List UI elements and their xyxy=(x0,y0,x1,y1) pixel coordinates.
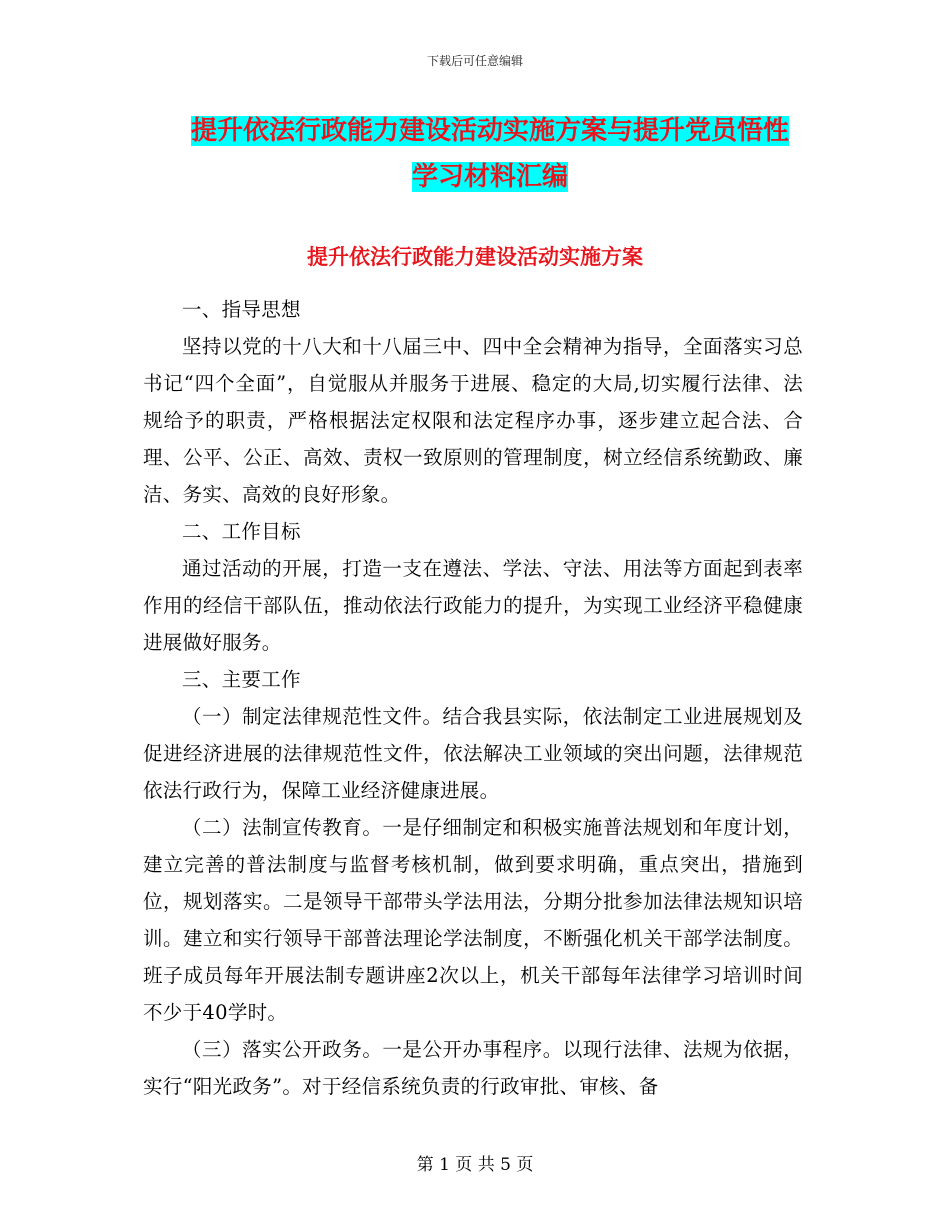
document-title-line-2: 学习材料汇编 xyxy=(411,162,568,192)
heading-guiding-ideology: 一、指导思想 xyxy=(182,298,301,321)
document-title-line-1: 提升依法行政能力建设活动实施方案与提升党员悟性 xyxy=(190,116,789,146)
page-footer: 第 1 页 共 5 页 xyxy=(416,1155,534,1175)
paragraph-work-objectives: 通过活动的开展，打造一支在遵法、学法、守法、用法等方面起到表率作用的经信干部队伍，推动依法行政能力的提升，为实现工业经济平稳健康进展做好服务。 xyxy=(143,557,803,654)
paragraph-guiding-ideology: 坚持以党的十八大和十八届三中、四中全会精神为指导，全面落实习总书记“四个全面”，自觉服从并服务于进展、稳定的大局,切实履行法律、法规给予的职责，严格根据法定权限和法定程序办事，逐步建立起合法、合理、公平、公正、高效、责权一致原则的管理制度，树立经信系统勤政、廉洁、务实、高效的良好形象。 xyxy=(143,335,803,506)
heading-work-objectives: 二、工作目标 xyxy=(182,520,301,543)
paragraph-legal-documents: （一）制定法律规范性文件。结合我县实际，依法制定工业进展规划及促进经济进展的法律规范性文件，依法解决工业领域的突出问题，法律规范依法行政行为，保障工业经济健康进展。 xyxy=(143,705,803,802)
heading-main-work: 三、主要工作 xyxy=(182,668,301,691)
document-body xyxy=(143,291,803,1105)
section-title: 提升依法行政能力建设活动实施方案 xyxy=(307,244,643,269)
paragraph-legal-education: （二）法制宣传教育。一是仔细制定和积极实施普法规划和年度计划，建立完善的普法制度与监督考核机制，做到要求明确，重点突出，措施到位，规划落实。二是领导干部带头学法用法，分期分批参加法律法规知识培训。建立和实行领导干部普法理论学法制度，不断强化机关干部学法制度。班子成员每年开展法制专题讲座2次以上，机关干部每年法律学习培训时间不少于40学时。 xyxy=(143,816,803,1024)
page-header: 下载后可任意编辑 xyxy=(426,54,523,68)
document-title xyxy=(120,108,860,200)
paragraph-public-affairs: （三）落实公开政务。一是公开办事程序。以现行法律、法规为依据，实行“阳光政务”。对于经信系统负责的行政审批、审核、备 xyxy=(143,1038,803,1098)
